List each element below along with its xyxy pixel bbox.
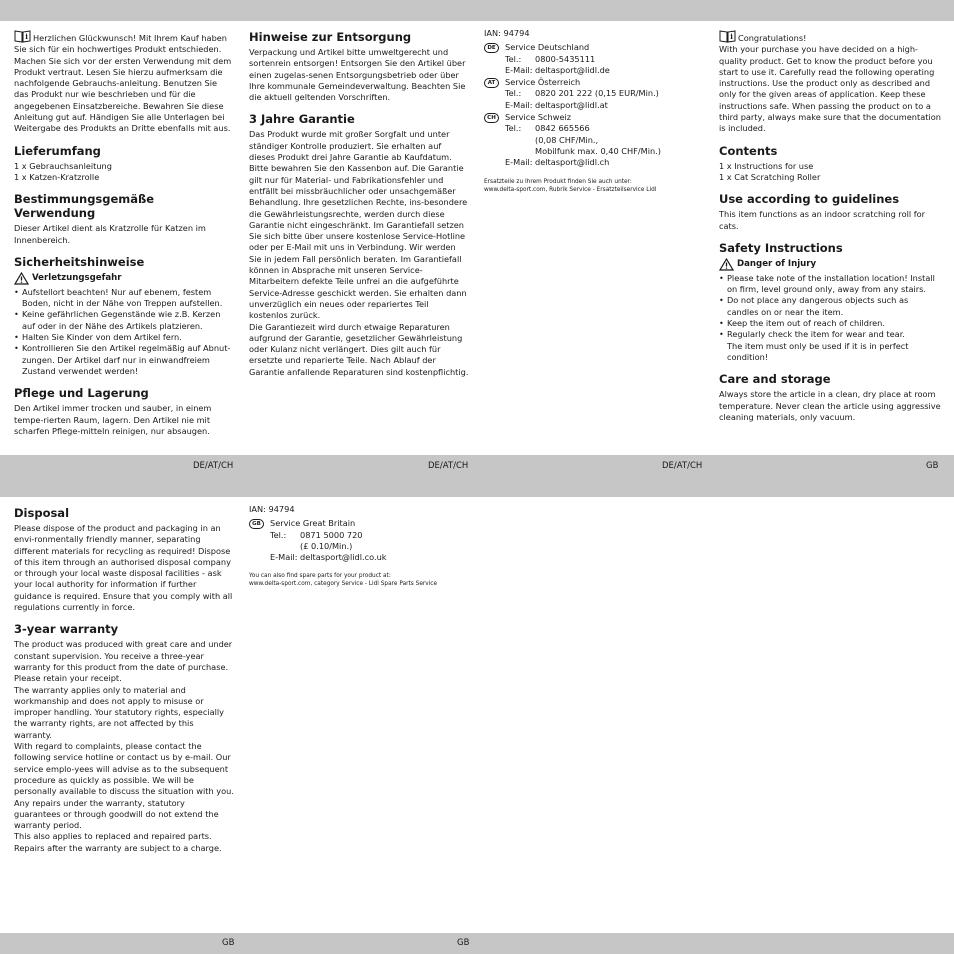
email-link[interactable]: deltasport@lidl.de [535,64,610,75]
en-warranty-text: The product was produced with great care and under constant supervision. You receive a three-year warranty for this product from the date of purchase. Please retain your receipt. [14,639,233,684]
country-badge-ch: CH [484,113,499,123]
de-disposal-heading: Hinweise zur Entsorgung [249,30,412,44]
en-use-heading: Use according to guidelines [719,192,900,207]
gb-service-column [249,504,469,588]
de-use-heading: Bestimmungsgemäße Verwendung [14,192,155,221]
en-warranty-text: Any repairs under the warranty, statutory guarantees or through goodwill do not extend the warranty period. [14,797,219,831]
de-safety-heading: Sicherheitshinweise [14,254,145,269]
service-gb-block: GB Service Great Britain Tel.: 0871 5000 720 (£ 0.10/Min.) E-Mail: deltasport@lidl.co.uk [249,518,469,563]
footer-label-de-1: DE/AT/CH [193,461,234,471]
en-injury-warning: Danger of Injury [719,258,941,271]
en-intro: With your purchase you have decided on a high-quality product. Get to know the product before you start to use it. Carefully read the following operating instructions. Use the product only as described and only for the given areas of application. Keep these instructions safe. When passing the product on to a third party, always make sure that the documentation is included. [719,44,941,134]
email-link[interactable]: deltasport@lidl.ch [535,157,610,168]
footer-label-gb-2: GB [222,938,235,948]
header-band [0,0,954,21]
book-icon [14,30,31,43]
en-safety-item: • Keep the item out of reach of children. [719,318,941,329]
service-name: Service Österreich [505,77,581,88]
middle-band [0,455,954,497]
service-de-mail-row [484,65,704,76]
de-use-text: Dieser Artikel dient als Kratzrolle für Katzen im Innenbereich. [14,223,206,245]
en-contents-item: 1 x Instructions for use [719,160,814,171]
en-contents-item: 1 x Cat Scratching Roller [719,171,821,182]
de-care-heading: Pflege und Lagerung [14,386,149,401]
de-column-2 [249,30,469,378]
country-badge-at: AT [484,78,499,88]
de-care-text: Den Artikel immer trocken und sauber, in einem tempe-rierten Raum, lagern. Den Artikel nie mit scharfen Pflege-mitteln reinigen, nur absaugen. [14,403,212,436]
warning-icon [14,272,29,285]
en-safety-item-continued: The item must only be used if it is in perfect condition! [727,340,909,362]
en-warranty-text: This also applies to replaced and repaired parts. [14,831,212,842]
de-warranty-text: Das Produkt wurde mit großer Sorgfalt und unter ständiger Kontrolle produziert. Sie erhalten auf dieses Produkt drei Jahre Garantie ab Kaufdatum. Bitte bewahren Sie den Kassenbon auf. Die Garantie gilt nur für Material- und Fabrikationsfehler und entfällt bei missbräuchlicher oder unsachgemäßer Behandlung. Ihre gesetzlichen Rechte, ins-besondere die Gewährleistungsrechte, werden durch diese Garantie nicht eingeschränkt. Im Garantiefall setzen Sie sich bitte über unsere kostenlose Service-Hotline oder per E-Mail mit uns in Verbindung. Wir werden Sie in jedem Fall persönlich beraten. Im Garantiefall können in Absprache mit unseren Service-Mitarbeitern defekte Teile unfrei an die aufgeführte Service-Adresse geschickt werden. Sie erhalten dann unverzüglich ein neues oder repariertes Teil kostenlos zurück. [249,129,468,321]
footer-label-de-3: DE/AT/CH [662,461,703,471]
en-disposal-heading: Disposal [14,506,70,520]
gb-ian: IAN: 94794 [249,504,295,514]
spare-parts-note: You can also find spare parts for your product at: [249,573,391,580]
de-safety-item: • Keine gefährlichen Gegenstände wie z.B. Kerzen auf oder in der Nähe des Artikels platzieren. [14,309,234,332]
en-contents-heading: Contents [719,143,778,158]
country-badge-gb: GB [249,519,264,529]
de-safety-item: • Aufstellort beachten! Nur auf ebenem, festem Boden, nicht in der Nähe von Treppen aufstellen. [14,287,234,310]
service-name: Service Deutschland [505,42,590,53]
en-safety-item: • Do not place any dangerous objects such as candles on or near the item. [719,295,941,318]
email-link[interactable]: deltasport@lidl.co.uk [300,552,387,563]
en-safety-heading: Safety Instructions [719,240,843,255]
de-scope-heading: Lieferumfang [14,143,101,158]
warning-icon [719,258,734,271]
en-warranty-text: The warranty applies only to material and workmanship and does not apply to misuse or improper handling. Your statutory rights, especially the warranty rights, are not affected by this warranty. [14,684,225,740]
spare-parts-note: Ersatzteile zu Ihrem Produkt finden Sie auch unter: [484,178,632,185]
en-warranty-heading: 3-year warranty [14,622,119,637]
en-safety-item: • Regularly check the item for wear and tear. [719,329,941,340]
phone-number: 0800-5435111 [535,53,596,64]
de-scope-item: 1 x Gebrauchsanleitung [14,160,112,171]
de-service-column [484,28,704,194]
svg-text:i: i [25,32,28,41]
spare-parts-link[interactable]: www.delta-sport.com, category Service - Lidl Spare Parts Service [249,581,438,588]
service-name: Service Schweiz [505,112,572,123]
en-disposal-text: Please dispose of the product and packaging in an envi-ronmentally friendly manner, separating different materials for recycling as required! Dispose of this item through an authorised disposal company or through your local waste disposal facilities - ask your local authority for information if further guidance is required. Ensure that you comply with all regulations currently in force. [14,523,233,613]
en-warranty-text: With regard to complaints, please contact the following service hotline or contact us by e-mail. Our service emplo-yees will advise as to the subsequent procedure as quickly as possible. We will be personally available to discuss the situation with you. [14,741,234,797]
en-warranty-text: Repairs after the warranty are subject to a charge. [14,842,222,853]
svg-text:i: i [730,32,733,41]
service-ch-block: CH Service Schweiz Tel.: 0842 665566 (0,08 CHF/Min., Mobilfunk max. 0,40 CHF/Min.) E-Mail: deltasport@lidl.ch [484,112,704,168]
de-intro: i Herzlichen Glückwunsch! Mit Ihrem Kauf haben Sie sich für ein hochwertiges Produkt entschieden. Machen Sie sich vor der ersten Verwendung mit dem Produkt vertraut. Lesen Sie hierzu aufmerksam die nachfolgende Gebrauchs-anleitung. Benutzen Sie das Produkt nur wie beschrieben und für die angegebenen Einsatzbereiche. Bewahren Sie diese Anleitung gut auf. Händigen Sie alle Unterlagen bei Weitergabe des Produkts an Dritte ebenfalls mit aus. [14,32,232,134]
en-safety-item: • Please take note of the installation location! Install on firm, level ground only, away from any stairs. [719,273,941,296]
country-badge-de: DE [484,43,499,53]
en-care-heading: Care and storage [719,372,831,387]
book-icon [719,30,736,43]
en-column-1 [719,30,941,423]
en-use-text: This item functions as an indoor scratching roll for cats. [719,209,926,231]
de-injury-warning: Verletzungsgefahr [14,272,234,285]
footer-label-gb-3: GB [457,938,470,948]
footer-label-de-2: DE/AT/CH [428,461,469,471]
service-name: Service Great Britain [270,518,356,529]
phone-number: 0820 201 222 (0,15 EUR/Min.) [535,88,659,99]
email-link[interactable]: deltasport@lidl.at [535,99,608,110]
de-safety-item: • Halten Sie Kinder von dem Artikel fern. [14,332,234,343]
de-warranty-heading: 3 Jahre Garantie [249,112,355,127]
en-care-text: Always store the article in a clean, dry place at room temperature. Never clean the article using aggressive cleaning materials, only vacuum. [719,389,941,422]
footer-label-gb-1: GB [926,461,939,471]
service-de-block: DE Service Deutschland Tel.: 0800-5435111 E-Mail: [484,42,704,76]
de-ian: IAN: 94794 [484,28,530,38]
phone-number: 0842 665566 [535,123,590,134]
spare-parts-link[interactable]: www.delta-sport.com, Rubrik Service - Ersatzteilservice Lidl [484,186,657,193]
en-congrats: i Congratulations! [719,30,941,44]
service-at-block: AT Service Österreich Tel.: 0820 201 222 (0,15 EUR/Min.) E-Mail: deltasport@lidl.at [484,77,704,111]
de-scope-item: 1 x Katzen-Kratzrolle [14,171,100,182]
en-column-2 [14,506,234,854]
de-safety-item: • Kontrollieren Sie den Artikel regelmäßig auf Abnut-zungen. Der Artikel darf nur in einwandfreiem Zustand verwendet werden! [14,343,234,377]
de-column-1 [14,30,234,437]
bottom-band [0,933,954,954]
de-warranty-text: Die Garantiezeit wird durch etwaige Reparaturen aufgrund der Garantie, gesetzlicher Gewährleistung oder Kulanz nicht verlängert. Dies gilt auch für ersetzte und reparierte Teile. Nach Ablauf der Garantie anfallende Reparaturen sind kostenpflichtig. [249,321,469,377]
de-disposal-text: Verpackung und Artikel bitte umweltgerecht und sortenrein entsorgen! Entsorgen Sie den Artikel über einen zugelas-senen Entsorgungsbetrieb oder über Ihre kommunale Gemeindeverwaltung. Beachten Sie die aktuell geltenden Vorschriften. [249,47,466,103]
phone-number: 0871 5000 720 [300,529,363,540]
